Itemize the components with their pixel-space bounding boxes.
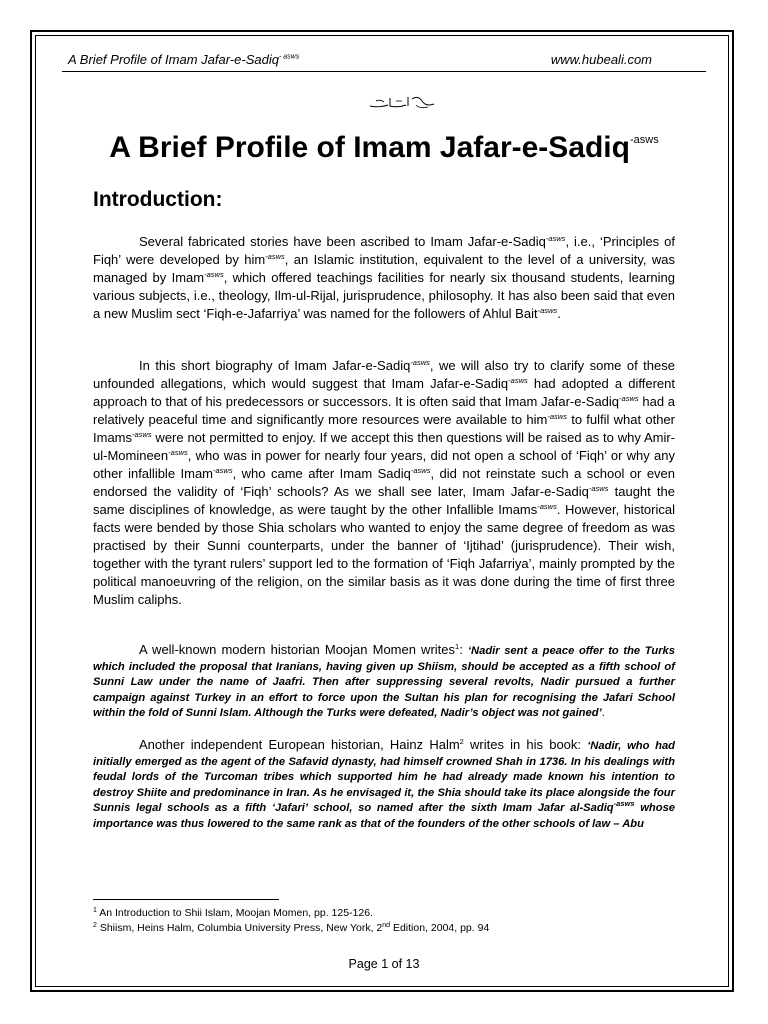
- header-divider: [62, 71, 706, 72]
- paragraph-3: A well-known modern historian Moojan Momen writes$^1$: ‘Nadir sent a peace offer to the Turks which included the proposal that Iranians, having given up Shiism, should be accepted as a fifth school of Sunni Law under the name of Jaafri. Then after suppressing several revolts, Nadir pursued a further campaign against Turkey in an effort to force upon the Sultan his plan for recognising the Jafari School within the fold of Sunni Islam. Although the Turks were defeated, Nadir’s object was not gained’.: [93, 642, 675, 720]
- running-header: [68, 52, 652, 67]
- footnote-1: $^1$ An Introduction to Shii Islam, Moojan Momen, pp. 125-126.: [93, 907, 373, 919]
- paragraph-4: Another independent European historian, Hainz Halm$^2$ writes in his book: ‘Nadir, who had initially emerged as the agent of the Safavid dynasty, had himself crowned Shah in 1736. In his dealings with feudal lords of the Turcoman tribes which supported him he had already made known his intention to destroy Shiite and predominance in Iran. As he envisaged it, the Shia should take its place alongside the four Sunnis legal schools as a fifth ‘Jafari’ school, so named after the sixth Imam Jafar al-Sadiq$^{-asws}$ whose importance was thus lowered to the same rank as that of the founders of the other schools of law – Abu: [93, 737, 676, 830]
- footnote-divider: [93, 899, 279, 900]
- header-website: www.hubeali.com: [550, 52, 652, 67]
- header-title: A Brief Profile of Imam Jafar-e-Sadiq$^{- asws}$: [68, 52, 300, 67]
- page-title: A Brief Profile of Imam Jafar-e-Sadiq$^{-asws}$: [109, 131, 659, 164]
- paragraph-1: Several fabricated stories have been ascribed to Imam Jafar-e-Sadiq$^{-asws}$, i.e., ‘Principles of Fiqh’ were developed by him$^{-asws}$, an Islamic institution, equivalent to the level of a university, was managed by Imam$^{-asws}$, which offered teachings facilities for nearly six thousand students, learning various subjects, i.e., theology, Ilm-ul-Rijal, jurisprudence, philosophy. It has also been said that even a new Muslim sect ‘Fiqh-e-Jafarriya’ was named for the followers of Ahlul Bait$^{-asws}$.: [93, 234, 675, 321]
- section-heading: Introduction:: [93, 188, 223, 211]
- bismillah-calligraphy-icon: [368, 93, 436, 111]
- paragraph-2: In this short biography of Imam Jafar-e-Sadiq$^{-asws}$, we will also try to clarify some of these unfounded allegations, which would suggest that Imam Jafar-e-Sadiq$^{-asws}$ had adopted a different approach to that of his predecessors or successors. It is often said that Imam Jafar-e-Sadiq$^{-asws}$ had a relatively peaceful time and significantly more resources were available to him$^{-asws}$ to fulfil what other Imams$^{-asws}$ were not permitted to enjoy. If we accept this then questions will be raised as to why Amir-ul-Momineen$^{-asws}$, who was in power for nearly four years, did not open a school of ‘Fiqh’ or why any other infallible Imam$^{-asws}$, who came after Imam Sadiq$^{-asws}$, did not reinstate such a school or even endorsed the validity of ‘Fiqh’ schools? As we shall see later, Imam Jafar-e-Sadiq$^{-asws}$ taught the same disciplines of knowledge, as were taught by the other Infallible Imams$^{-asws}$. However, historical facts were bended by those Shia scholars who wanted to enjoy the same degree of freedom as was practised by their Sunni counterparts, under the banner of ‘Ijtihad’ (jurisprudence). Their wish, together with the tyrant rulers’ support led to the formation of ‘Fiqh Jafarriya’, mainly prompted by the political manoeuvring of the religion, on the similar basis as it was done during the time of first three Muslim caliphs.: [93, 358, 676, 607]
- page-number: Page 1 of 13: [348, 957, 420, 971]
- quote-halm: ‘Nadir, who had initially emerged as the agent of the Safavid dynasty, had himself crowned Shah in 1736. In his dealings with feudal lords of the Turcoman tribes which supported him he had already made known his intention to destroy Shiite and predominance in Iran. As he envisaged it, the Shia should take its place alongside the four Sunnis legal schools as a fifth ‘Jafari’ school, so named after the sixth Imam Jafar al-Sadiq$^{-asws}$ whose importance was thus lowered to the same rank as that of the founders of the other schools of law – Abu: [93, 740, 676, 830]
- footnote-2: $^2$ Shiism, Heins Halm, Columbia University Press, New York, 2nd Edition, 2004, pp. 94: [93, 922, 490, 934]
- quote-momen: ‘Nadir sent a peace offer to the Turks which included the proposal that Iranians, having given up Shiism, should be accepted as a fifth school of Sunni Law under the name of Jaafri. Then after suppressing several revolts, Nadir pursued a further campaign against Turkey in an effort to force upon the Sultan his plan for recognising the Jafari School within the fold of Sunni Islam. Although the Turks were defeated, Nadir’s object was not gained’: [93, 645, 675, 720]
